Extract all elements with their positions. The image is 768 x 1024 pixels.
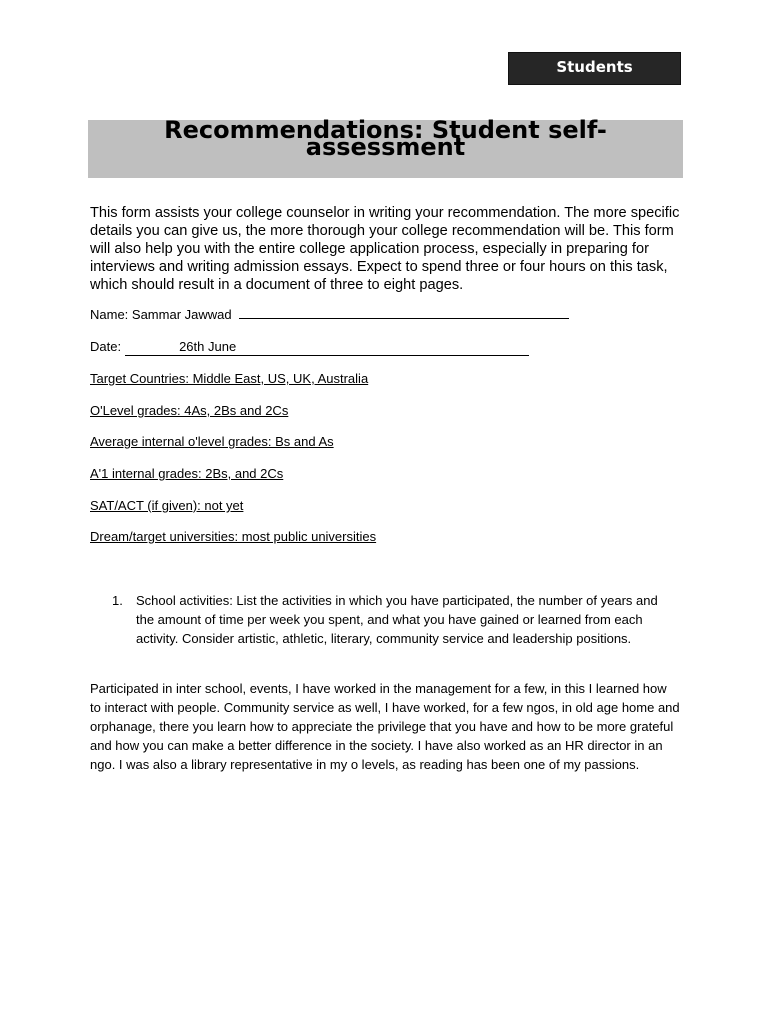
date-underline	[125, 339, 529, 356]
a1-internal-grades-field[interactable]: A'1 internal grades: 2Bs, and 2Cs	[90, 466, 284, 481]
olevel-grades-field[interactable]: O'Level grades: 4As, 2Bs and 2Cs	[90, 403, 289, 418]
intro-paragraph: This form assists your college counselor in writing your recommendation. The more specific details you can give us, the more thorough your college recommendation will be. This form will also help you with the entire college application process, especially in preparing for interviews and writing admission essays. Expect to spend three or four hours on this task, which should result in a document of three to eight pages.	[90, 205, 680, 293]
students-tag: Students	[508, 52, 681, 85]
date-label: Date:	[90, 339, 122, 354]
list-item	[108, 591, 678, 648]
average-internal-grades-field[interactable]: Average internal o'level grades: Bs and As	[90, 434, 334, 449]
question-number: 1.	[112, 593, 123, 608]
date-field[interactable]	[90, 339, 529, 356]
name-field[interactable]	[90, 307, 569, 323]
date-value: 26th June	[179, 339, 237, 354]
sat-act-field[interactable]: SAT/ACT (if given): not yet	[90, 498, 244, 513]
page-title: Recommendations: Student self-assessment	[164, 116, 607, 161]
name-label: Name: Sammar Jawwad	[90, 307, 232, 322]
question-list	[108, 591, 678, 648]
name-underline	[239, 318, 569, 319]
answer-paragraph[interactable]: Participated in inter school, events, I have worked in the management for a few, in this I learned how to interact with people. Community service as well, I have worked, for a few ngos, in old age home and orphanage, there you learn how to appreciate the privilege that you have and how to be more grateful and how you can make a better difference in the society. I have also worked as an HR director in an ngo. I was also a library representative in my o levels, as reading has been one of my passions.	[90, 681, 680, 772]
target-countries-field[interactable]: Target Countries: Middle East, US, UK, Australia	[90, 371, 369, 386]
dream-universities-field[interactable]: Dream/target universities: most public universities	[90, 529, 377, 544]
question-text: School activities: List the activities in which you have participated, the number of years and the amount of time per week you spent, and what you have gained or learned from each activity. Consider artistic, athletic, literary, community service and leadership positions.	[136, 593, 658, 646]
